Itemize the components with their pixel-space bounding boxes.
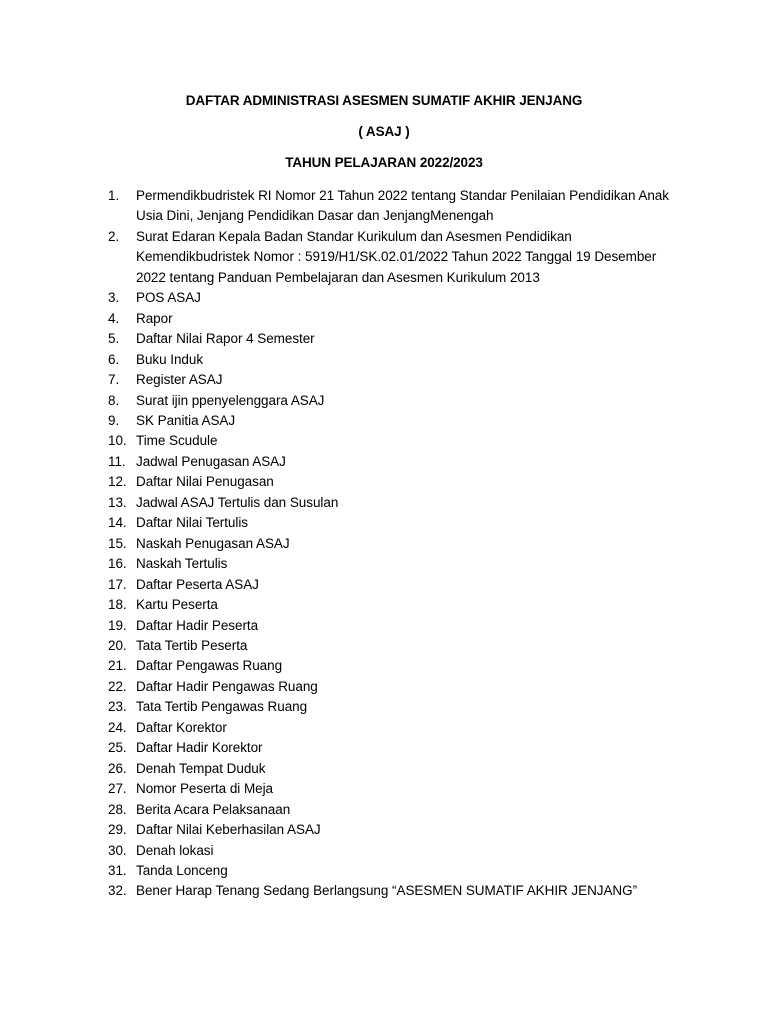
list-item-number: 11.: [108, 453, 126, 469]
list-item: [108, 656, 688, 676]
list-item-text: Tata Tertib Peserta: [136, 637, 248, 653]
list-item-text: Tanda Lonceng: [136, 862, 228, 878]
document-subtitle: ( ASAJ ): [358, 124, 410, 139]
list-item-number: 5.: [108, 331, 120, 347]
list-item-number: 8.: [108, 392, 120, 408]
list-item-text: POS ASAJ: [136, 290, 201, 306]
list-item: [108, 616, 688, 636]
list-item: [108, 738, 688, 758]
list-item: [108, 288, 688, 308]
list-item: [108, 472, 688, 492]
list-item: [108, 370, 688, 390]
list-item-number: 14.: [108, 515, 127, 531]
list-item-number: 2.: [108, 228, 120, 244]
list-item-text: Permendikbudristek RI Nomor 21 Tahun 2022 tentang Standar Penilaian Pendidikan Anak Usia Dini, Jenjang Pendidikan Dasar dan JenjangMenengah: [136, 188, 669, 224]
list-item-number: 16.: [108, 556, 127, 572]
list-item-text: Daftar Nilai Keberhasilan ASAJ: [136, 822, 321, 838]
list-item-text: Daftar Nilai Rapor 4 Semester: [136, 331, 315, 347]
list-item: [108, 841, 688, 861]
list-item: [108, 534, 688, 554]
list-item: [108, 391, 688, 411]
list-item: [108, 411, 688, 431]
list-item-number: 22.: [108, 678, 127, 694]
list-item-text: Rapor: [136, 310, 173, 326]
list-item-number: 13.: [108, 494, 127, 510]
list-item: [108, 800, 688, 820]
list-item-text: Surat ijin ppenyelenggara ASAJ: [136, 392, 325, 408]
document-numbered-list: [108, 186, 688, 902]
list-item-number: 24.: [108, 719, 127, 735]
list-item: [108, 718, 688, 738]
list-item-text: Berita Acara Pelaksanaan: [136, 801, 291, 817]
list-item: [108, 227, 688, 288]
list-item-text: Jadwal ASAJ Tertulis dan Susulan: [136, 494, 339, 510]
document-title: DAFTAR ADMINISTRASI ASESMEN SUMATIF AKHIR JENJANG: [185, 93, 583, 108]
list-item-number: 9.: [108, 412, 120, 428]
list-item-number: 18.: [108, 597, 127, 613]
list-item: [108, 554, 688, 574]
list-item-number: 12.: [108, 474, 127, 490]
list-item-number: 19.: [108, 617, 127, 633]
list-item-text: Tata Tertib Pengawas Ruang: [136, 699, 308, 715]
list-item-text: Naskah Tertulis: [136, 556, 228, 572]
list-item-text: Time Scudule: [136, 433, 218, 449]
list-item-text: Nomor Peserta di Meja: [136, 781, 274, 797]
list-item-number: 4.: [108, 310, 120, 326]
list-item-text: Denah Tempat Duduk: [136, 760, 266, 776]
list-item-text: Buku Induk: [136, 351, 204, 367]
list-item-text: Naskah Penugasan ASAJ: [136, 535, 290, 551]
list-item-text: Bener Harap Tenang Sedang Berlangsung “ASESMEN SUMATIF AKHIR JENJANG”: [136, 883, 638, 899]
list-item-number: 20.: [108, 637, 127, 653]
list-item-text: Register ASAJ: [136, 372, 223, 388]
list-item: [108, 452, 688, 472]
list-item-number: 21.: [108, 658, 127, 674]
list-item: [108, 759, 688, 779]
list-item-number: 6.: [108, 351, 120, 367]
list-item-number: 31.: [108, 862, 127, 878]
list-item: [108, 575, 688, 595]
list-item: [108, 697, 688, 717]
list-item-number: 28.: [108, 801, 127, 817]
list-item-number: 26.: [108, 760, 127, 776]
list-item-number: 30.: [108, 842, 127, 858]
list-item-number: 15.: [108, 535, 127, 551]
list-item: [108, 186, 688, 227]
list-item-text: Daftar Nilai Penugasan: [136, 474, 274, 490]
list-item-number: 32.: [108, 883, 127, 899]
list-item: [108, 636, 688, 656]
list-item-text: Surat Edaran Kepala Badan Standar Kurikulum dan Asesmen Pendidikan Kemendikbudristek Nomor : 5919/H1/SK.02.01/2022 Tahun 2022 Tanggal 19 Desember 2022 tentang Panduan Pembelajaran dan Asesmen Kurikulum 2013: [136, 228, 657, 285]
list-item-text: SK Panitia ASAJ: [136, 412, 236, 428]
list-item-number: 25.: [108, 740, 127, 756]
list-item: [108, 309, 688, 329]
list-item: [108, 513, 688, 533]
list-item: [108, 881, 688, 901]
list-item: [108, 677, 688, 697]
list-item-number: 17.: [108, 576, 127, 592]
list-item-number: 23.: [108, 699, 127, 715]
list-item-text: Denah lokasi: [136, 842, 214, 858]
list-item-text: Daftar Hadir Peserta: [136, 617, 259, 633]
list-item: [108, 329, 688, 349]
list-item: [108, 350, 688, 370]
document-school-year: TAHUN PELAJARAN 2022/2023: [285, 155, 483, 170]
list-item-number: 27.: [108, 781, 127, 797]
list-item: [108, 779, 688, 799]
list-item-number: 29.: [108, 822, 127, 838]
list-item-number: 7.: [108, 372, 120, 388]
list-item-text: Daftar Hadir Korektor: [136, 740, 263, 756]
list-item: [108, 861, 688, 881]
list-item: [108, 431, 688, 451]
list-item-text: Daftar Nilai Tertulis: [136, 515, 248, 531]
list-item-number: 1.: [108, 188, 120, 203]
list-item: [108, 595, 688, 615]
list-item-number: 10.: [108, 433, 127, 449]
list-item-text: Daftar Korektor: [136, 719, 227, 735]
list-item-text: Daftar Hadir Pengawas Ruang: [136, 678, 318, 694]
list-item-text: Daftar Peserta ASAJ: [136, 576, 259, 592]
list-item-number: 3.: [108, 290, 120, 306]
list-item: [108, 820, 688, 840]
document-title-block: [0, 93, 768, 186]
list-item-text: Kartu Peserta: [136, 597, 218, 613]
list-item-text: Jadwal Penugasan ASAJ: [136, 453, 286, 469]
list-item-text: Daftar Pengawas Ruang: [136, 658, 283, 674]
list-item: [108, 493, 688, 513]
